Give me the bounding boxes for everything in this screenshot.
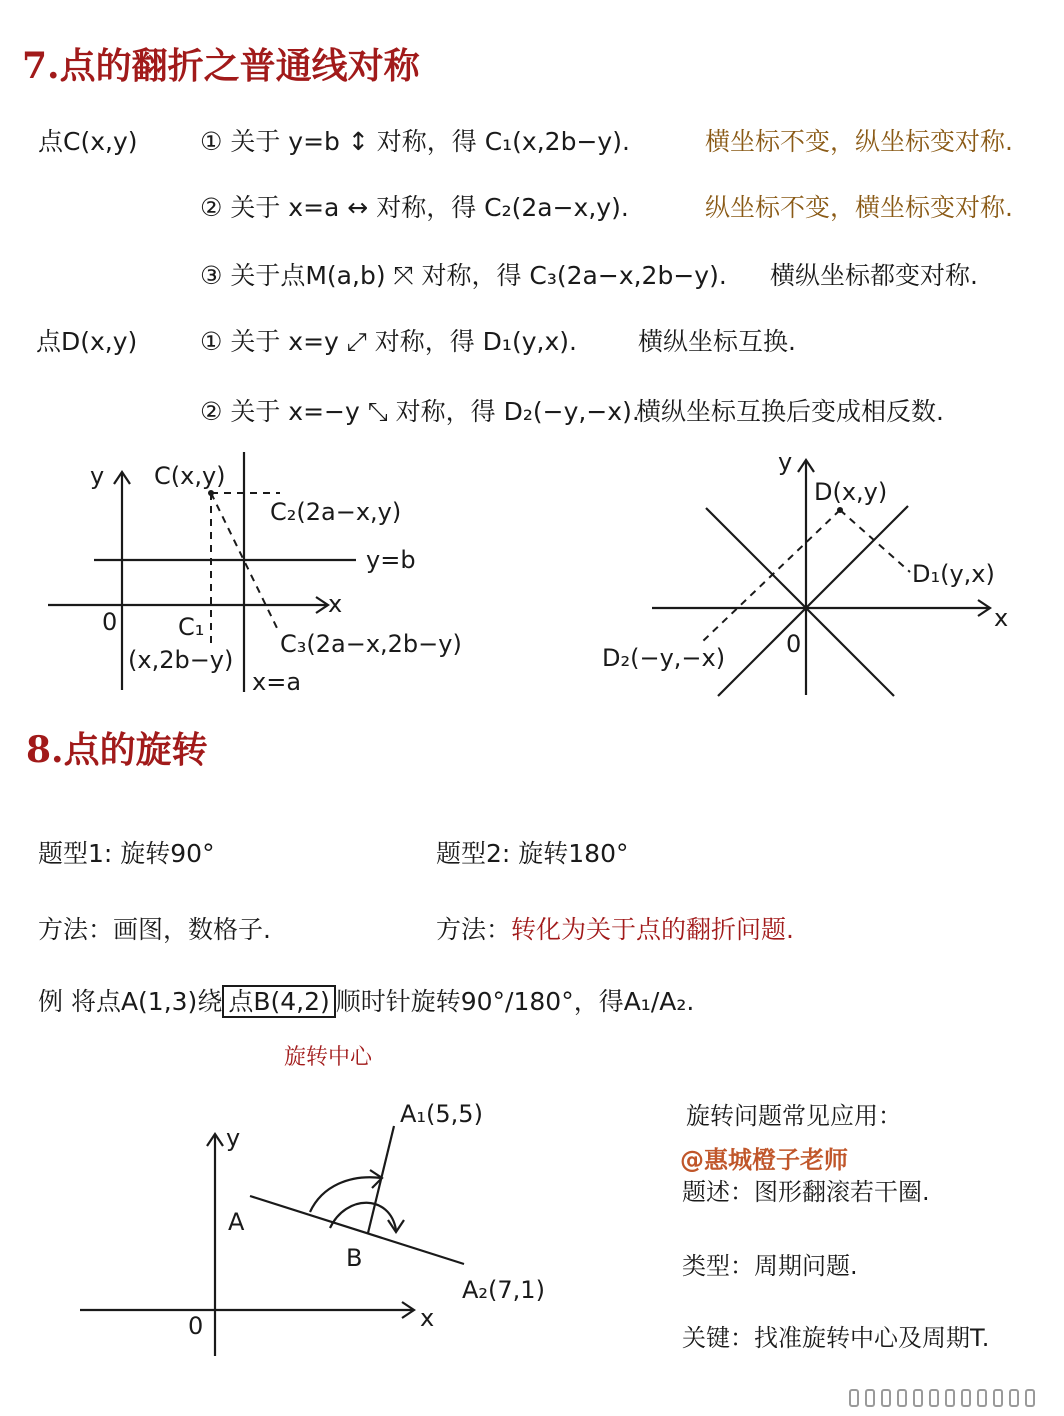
label-a1: A₁(5,5)	[400, 1100, 483, 1128]
note-c2: 纵坐标不变，横坐标变对称.	[705, 193, 1013, 222]
application-item: 题述：图形翻滚若干圈.	[682, 1178, 930, 1206]
example-prefix: 例 将点A(1,3)绕	[38, 987, 223, 1016]
applications-heading: 旋转问题常见应用：	[686, 1102, 902, 1130]
x-axis-label: x	[420, 1304, 435, 1332]
rotation-center-label: 旋转中心	[284, 1045, 373, 1070]
diagram-rotation	[60, 1090, 620, 1360]
line-x-equals-y	[718, 506, 908, 696]
rule-c1: ① 关于 y=b ↕ 对称，得 C₁(x,2b−y).	[200, 127, 630, 156]
diagram-diagonal-symmetry	[590, 440, 1040, 700]
method2-prefix: 方法：	[436, 915, 512, 944]
origin-label: 0	[188, 1312, 204, 1340]
rotation-arc-90	[310, 1177, 382, 1212]
origin-label: 0	[102, 608, 118, 636]
rule-d2: ② 关于 x=−y ⤡ 对称，得 D₂(−y,−x).	[200, 397, 640, 426]
method2-line	[436, 910, 794, 946]
label-a: A	[228, 1208, 245, 1236]
point-c-label: 点C(x,y)	[38, 127, 138, 156]
note-d2: 横纵坐标互换后变成相反数.	[636, 397, 944, 426]
type1-label: 题型1: 旋转90°	[38, 839, 215, 868]
section7-title: 7.点的翻折之普通线对称	[22, 45, 420, 87]
label-y-equals-b: y=b	[366, 546, 416, 574]
example-suffix: 顺时针旋转90°/180°，得A₁/A₂.	[335, 987, 695, 1016]
label-c1-coord: (x,2b−y)	[128, 646, 234, 674]
application-item: 类型：周期问题.	[682, 1252, 858, 1280]
x-axis-label: x	[994, 604, 1009, 632]
page-indicator-strip	[730, 1386, 1050, 1410]
point-d	[837, 507, 843, 513]
label-d2: D₂(−y,−x)	[602, 644, 726, 672]
note-c3: 横纵坐标都变对称.	[770, 261, 978, 290]
x-axis-label: x	[328, 590, 343, 618]
point-c	[208, 490, 214, 496]
label-c1: C₁	[178, 613, 205, 641]
rule-d1: ① 关于 x=y ⤢ 对称，得 D₁(y,x).	[200, 327, 577, 356]
point-d-label: 点D(x,y)	[36, 327, 138, 356]
line-x-equals-neg-y	[706, 508, 894, 696]
watermark: @惠城橙子老师	[680, 1146, 848, 1174]
method1-label: 方法：画图，数格子.	[38, 915, 271, 944]
application-item: 关键：找准旋转中心及周期T.	[682, 1324, 990, 1352]
example-center-box: 点B(4,2)	[222, 985, 335, 1018]
label-a2: A₂(7,1)	[462, 1276, 545, 1304]
y-axis-label: y	[90, 462, 105, 490]
label-c: C(x,y)	[154, 462, 226, 490]
label-c2: C₂(2a−x,y)	[270, 498, 402, 526]
type2-label: 题型2: 旋转180°	[436, 839, 629, 868]
example-line	[38, 982, 694, 1018]
rule-c3: ③ 关于点M(a,b) ⤧ 对称，得 C₃(2a−x,2b−y).	[200, 261, 727, 290]
label-d1: D₁(y,x)	[912, 560, 995, 588]
label-c3: C₃(2a−x,2b−y)	[280, 630, 462, 658]
rule-c2: ② 关于 x=a ↔ 对称，得 C₂(2a−x,y).	[200, 193, 629, 222]
note-d1: 横纵坐标互换.	[638, 327, 796, 356]
y-axis-label: y	[778, 448, 793, 476]
label-b: B	[346, 1244, 363, 1272]
method2-text: 转化为关于点的翻折问题.	[511, 915, 794, 944]
diagram-line-symmetry	[30, 440, 500, 700]
label-d: D(x,y)	[814, 478, 888, 506]
note-c1: 横坐标不变，纵坐标变对称.	[705, 127, 1013, 156]
rotation-arc-180	[330, 1203, 396, 1230]
section8-title: 8.点的旋转	[26, 729, 208, 771]
label-x-equals-a: x=a	[252, 668, 302, 696]
origin-label: 0	[786, 630, 802, 658]
y-axis-label: y	[226, 1124, 241, 1152]
